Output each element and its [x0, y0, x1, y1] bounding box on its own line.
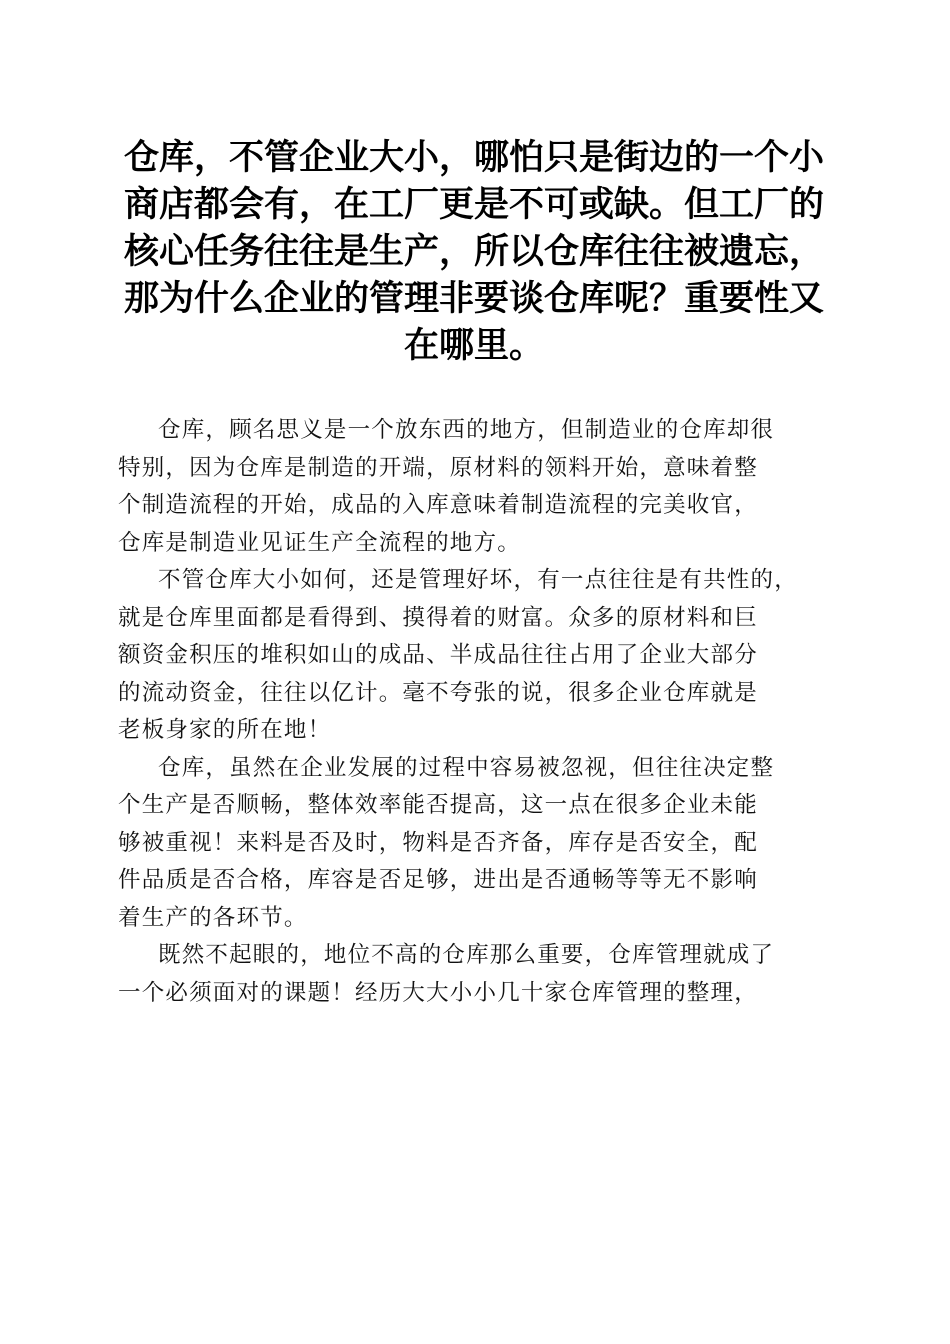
paragraph-line: 就是仓库里面都是看得到、摸得着的财富。众多的原材料和巨 [118, 604, 758, 631]
paragraph-line: 特别，因为仓库是制造的开端，原材料的领料开始，意味着整 [118, 454, 758, 481]
paragraph-line: 一个必须面对的课题！经历大大小小几十家仓库管理的整理， [118, 979, 758, 1006]
title-line: 仓库，不管企业大小，哪怕只是街边的一个小 [123, 137, 824, 178]
paragraph-line: 不管仓库大小如何，还是管理好坏，有一点往往是有共性的， [158, 567, 798, 593]
paragraph-4 [118, 937, 838, 1012]
paragraph-line: 件品质是否合格，库容是否足够，进出是否通畅等等无不影响 [118, 867, 758, 893]
paragraph-line: 个生产是否顺畅，整体效率能否提高，这一点在很多企业未能 [118, 792, 758, 818]
paragraph-line: 仓库，虽然在企业发展的过程中容易被忽视，但往往决定整 [158, 754, 775, 781]
title-line: 商店都会有，在工厂更是不可或缺。但工厂的 [123, 184, 824, 225]
paragraph-3 [118, 750, 838, 938]
title-line: 那为什么企业的管理非要谈仓库呢？重要性又 [123, 278, 824, 319]
paragraph-line: 仓库是制造业见证生产全流程的地方。 [118, 529, 521, 556]
document-title [118, 134, 830, 369]
paragraph-line: 仓库，顾名思义是一个放东西的地方，但制造业的仓库却很 [158, 417, 775, 443]
paragraph-line: 着生产的各环节。 [118, 904, 308, 931]
title-line: 核心任务往往是生产，所以仓库往往被遗忘， [123, 231, 824, 272]
title-line: 在哪里。 [403, 325, 544, 366]
document-body [118, 412, 838, 1012]
paragraph-1 [118, 412, 838, 562]
paragraph-line: 老板身家的所在地！ [118, 717, 332, 743]
paragraph-line: 的流动资金，往往以亿计。毫不夸张的说，很多企业仓库就是 [118, 679, 758, 706]
paragraph-line: 够被重视！来料是否及时，物料是否齐备，库存是否安全，配 [118, 829, 758, 856]
paragraph-line: 额资金积压的堆积如山的成品、半成品往往占用了企业大部分 [118, 642, 758, 668]
paragraph-line: 既然不起眼的，地位不高的仓库那么重要，仓库管理就成了 [158, 942, 775, 968]
paragraph-2 [118, 562, 838, 750]
paragraph-line: 个制造流程的开始，成品的入库意味着制造流程的完美收官， [118, 492, 758, 518]
